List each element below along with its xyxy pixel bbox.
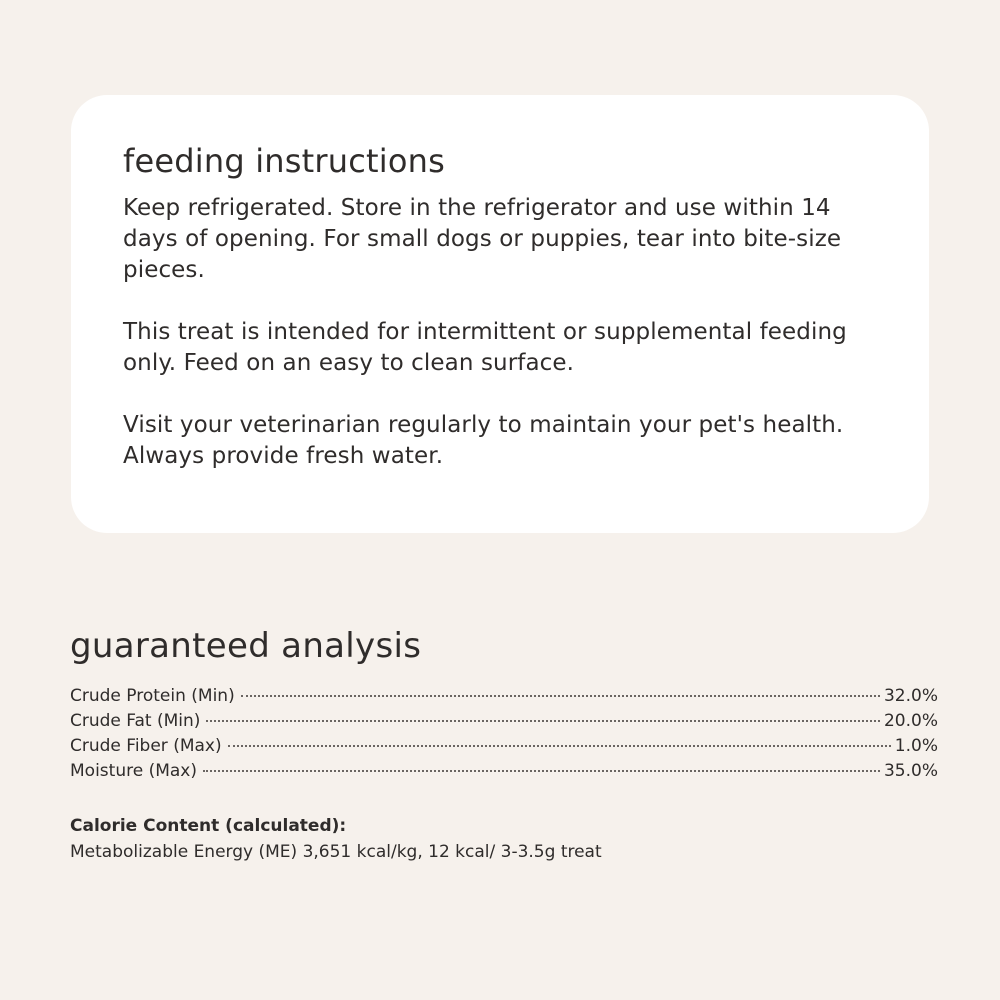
analysis-row-crude-fat [70, 709, 938, 734]
analysis-row-value: 20.0% [883, 711, 938, 731]
analysis-row-value: 1.0% [894, 736, 938, 756]
calorie-content-text: Metabolizable Energy (ME) 3,651 kcal/kg, 12 kcal/ 3-3.5g treat [70, 842, 602, 862]
feeding-instructions-card [71, 95, 929, 533]
analysis-row-moisture [70, 759, 938, 784]
dot-leader [228, 745, 891, 747]
calorie-content-title: Calorie Content (calculated): [70, 816, 347, 836]
feeding-instructions-title: feeding instructions [123, 142, 445, 180]
dot-leader [241, 695, 880, 697]
guaranteed-analysis-title: guaranteed analysis [70, 626, 422, 666]
feeding-paragraph-intended-use: This treat is intended for intermittent or supplemental feeding only. Feed on an easy to clean surface. [123, 319, 847, 376]
analysis-row-value: 35.0% [883, 761, 938, 781]
analysis-row-crude-fiber [70, 734, 938, 759]
analysis-row-label: Crude Protein (Min) [70, 686, 235, 706]
dot-leader [206, 720, 880, 722]
dot-leader [203, 770, 880, 772]
analysis-row-label: Moisture (Max) [70, 761, 197, 781]
analysis-row-value: 32.0% [883, 686, 938, 706]
analysis-row-crude-protein [70, 684, 938, 709]
analysis-row-label: Crude Fiber (Max) [70, 736, 222, 756]
feeding-paragraph-storage: Keep refrigerated. Store in the refrigerator and use within 14 days of opening. For small dogs or puppies, tear into bite-size pieces. [123, 195, 842, 283]
guaranteed-analysis-section [70, 624, 938, 865]
analysis-row-label: Crude Fat (Min) [70, 711, 201, 731]
feeding-paragraph-vet-advice: Visit your veterinarian regularly to maintain your pet's health. Always provide fresh water. [123, 412, 844, 469]
